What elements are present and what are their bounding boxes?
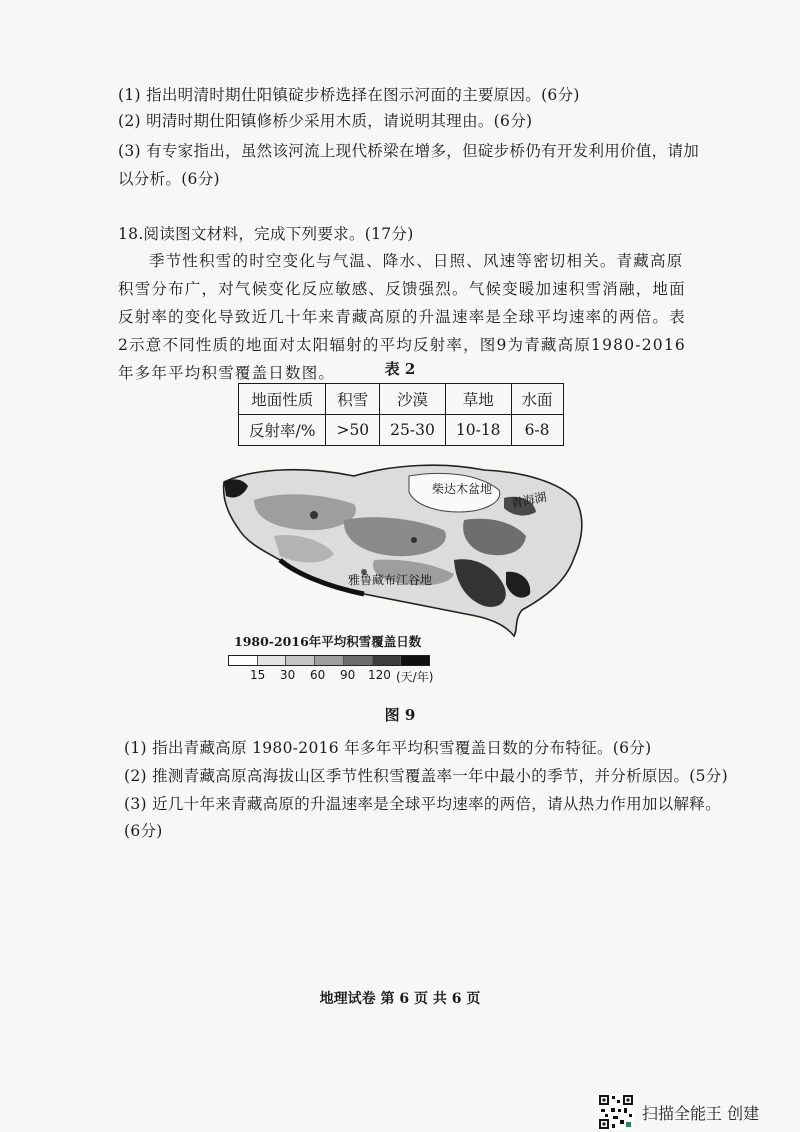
legend-swatch — [258, 656, 287, 665]
table-cell: 6-8 — [511, 415, 563, 446]
watermark-text: 扫描全能王 创建 — [642, 1103, 760, 1123]
scanner-watermark — [598, 1094, 759, 1130]
snow-cover-map — [214, 460, 594, 640]
legend-tick: 120 — [368, 668, 391, 682]
q18-sub3-line2: (6分) — [124, 822, 163, 840]
q18-sub3-line1: (3) 近几十年来青藏高原的升温速率是全球平均速率的两倍，请从热力作用加以解释。 — [124, 795, 721, 813]
table-header-cell: 积雪 — [326, 384, 380, 415]
table-row — [239, 415, 564, 446]
legend-tick: 90 — [340, 668, 356, 682]
q18-sub1: (1) 指出青藏高原 1980-2016 年多年平均积雪覆盖日数的分布特征。(6分) — [124, 739, 652, 757]
legend-swatch — [373, 656, 402, 665]
label-yarlung: 雅鲁藏布江谷地 — [348, 573, 433, 587]
q17-sub3-line1: (3) 有专家指出，虽然该河流上现代桥梁在增多，但碇步桥仍有开发利用价值，请加 — [118, 142, 700, 160]
table-cell: 10-18 — [445, 415, 511, 446]
q18-material: 季节性积雪的时空变化与气温、降水、日照、风速等密切相关。青藏高原积雪分布广，对气候变化反应敏感、反馈强烈。气候变暖加速积雪消融，地面反射率的变化导致近几十年来青藏高原的升温速率是全球平均速率的两倍。表2示意不同性质的地面对太阳辐射的平均反射率，图9为青藏高原1980-2016年多年平均积雪覆盖日数图。 — [118, 252, 686, 382]
q18-sub2: (2) 推测青藏高原高海拔山区季节性积雪覆盖率一年中最小的季节，并分析原因。(5分) — [124, 767, 728, 785]
q18-heading: 18.阅读图文材料，完成下列要求。(17分) — [118, 225, 414, 243]
legend-unit: (天/年) — [396, 670, 434, 684]
table-header-cell: 水面 — [511, 384, 563, 415]
table-cell: 25-30 — [380, 415, 446, 446]
table-caption: 表 2 — [384, 360, 416, 378]
legend-swatch — [344, 656, 373, 665]
legend-swatch — [315, 656, 344, 665]
legend-swatch — [286, 656, 315, 665]
legend-swatch — [229, 656, 258, 665]
snow-speck — [310, 511, 318, 519]
q17-sub3-line2: 以分析。(6分) — [118, 170, 220, 188]
legend-tick: 30 — [280, 668, 296, 682]
legend-tick: 15 — [250, 668, 266, 682]
table-header-cell: 地面性质 — [239, 384, 326, 415]
table-header-row — [239, 384, 564, 415]
q17-sub1: (1) 指出明清时期仕阳镇碇步桥选择在图示河面的主要原因。(6分) — [118, 86, 580, 104]
label-qaidam: 柴达木盆地 — [432, 482, 493, 496]
table-header-cell: 草地 — [445, 384, 511, 415]
map-legend — [228, 632, 468, 684]
albedo-table — [238, 383, 564, 446]
table-header-cell: 沙漠 — [380, 384, 446, 415]
snow-speck — [411, 537, 417, 543]
q17-sub2: (2) 明清时期仕阳镇修桥少采用木质，请说明其理由。(6分) — [118, 112, 533, 130]
legend-tick: 60 — [310, 668, 326, 682]
legend-ticks — [228, 668, 468, 684]
legend-color-bar — [228, 655, 430, 666]
table-cell: 反射率/% — [239, 415, 326, 446]
figure-caption: 图 9 — [384, 706, 416, 724]
qr-code-icon — [598, 1094, 634, 1130]
page-footer: 地理试卷 第 6 页 共 6 页 — [319, 991, 481, 1007]
table-cell: >50 — [326, 415, 380, 446]
legend-swatch — [401, 656, 429, 665]
legend-title: 1980-2016年平均积雪覆盖日数 — [234, 634, 422, 649]
label-qinghai-lake: 青海湖 — [509, 489, 548, 511]
